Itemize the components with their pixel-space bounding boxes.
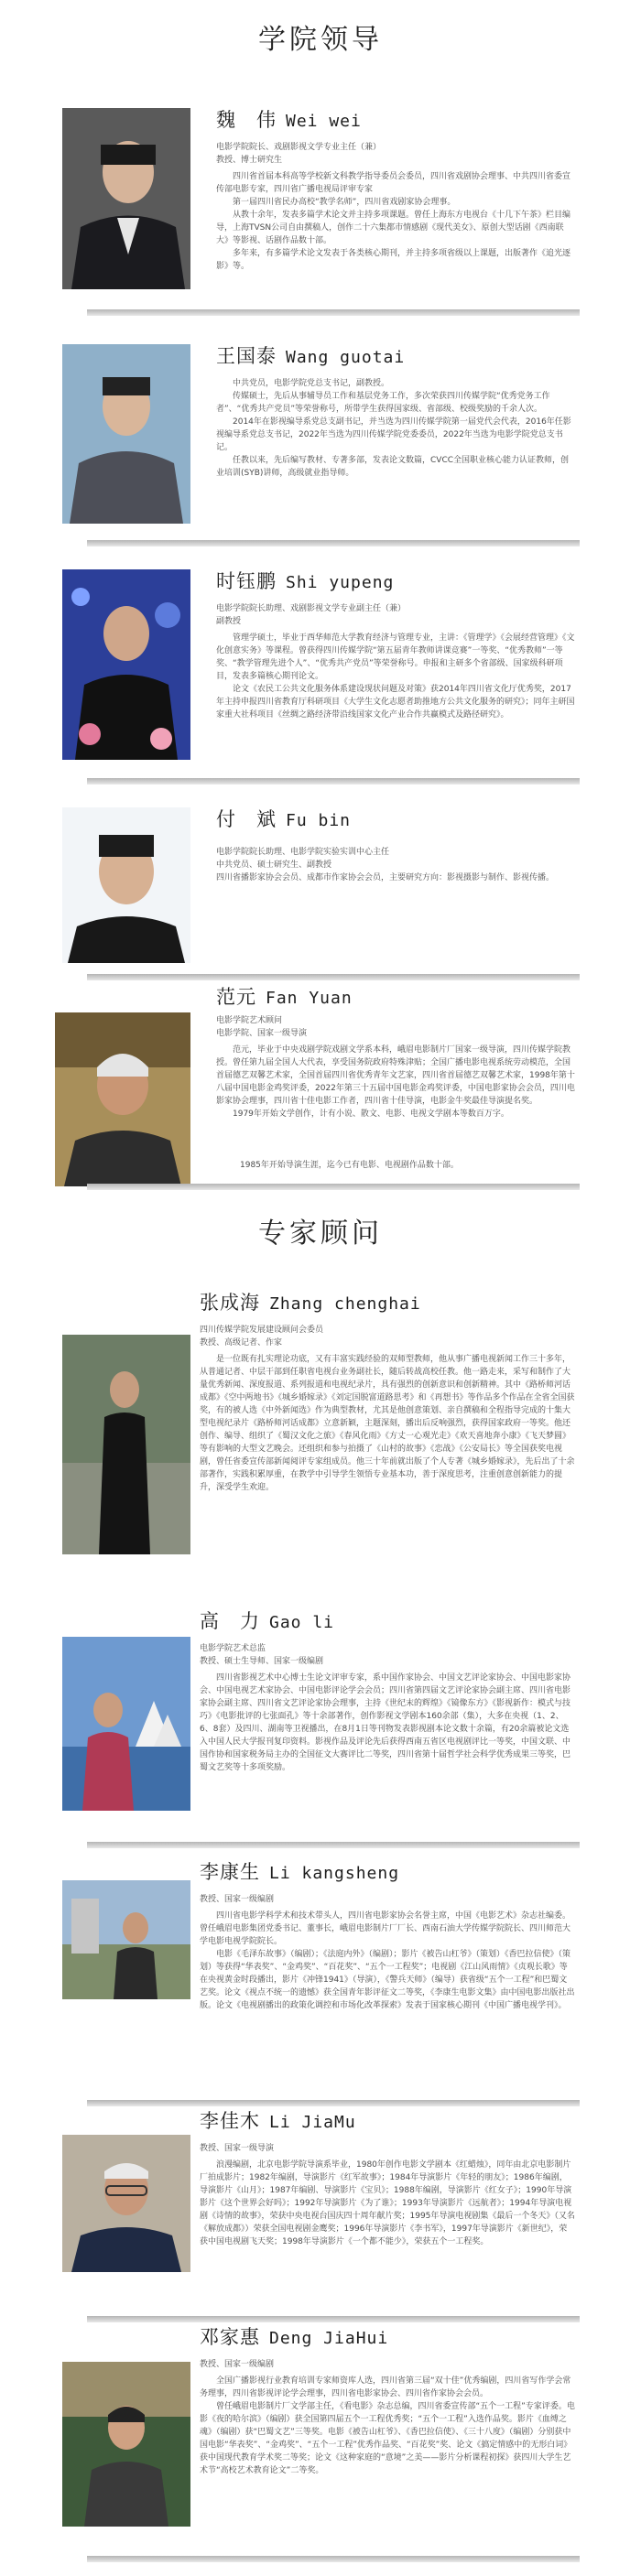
profile-paragraph: 任教以来，先后编写教材、专著多部，发表论文数篇，CVCC全国职业核心能力认证教师，创业培训(SYB)讲师，高级就业指导师。	[216, 456, 570, 478]
profile-name: 高 力 Gao li	[200, 1610, 335, 1632]
profile-paragraph: 从教十余年，发表多篇学术论文并主持多项课题。曾任上海东方电视台《十几下午茶》栏目编导，上海TVSN公司自由撰稿人，创作二十六集都市情感剧《现代美女》、原创大型话剧《西南联大》等影视、话剧作品数十部。	[216, 211, 571, 245]
profile-title-line: 教授、国家一级编剧	[200, 2360, 275, 2369]
profile-title-line: 四川省播影家协会会员、成都市作家协会会员，主要研究方向：影视摄影与制作、影视传播。	[216, 873, 555, 882]
expert-profile-li-jiamu	[62, 2109, 575, 2320]
profile-title-line: 教授、硕士生导师、国家一级编剧	[200, 1657, 324, 1666]
profile-paragraph: 四川省首届本科高等学校新文科教学指导委员会委员，四川省戏剧协会理事、中共四川省委宣传部电影专家，四川省广播电视局评审专家	[216, 172, 571, 194]
profile-paragraph: 曾任峨眉电影制片厂文学部主任，《看电影》杂志总编，四川省委宣传部“五个一工程”专家评委。电影《夜的哈尔滨》（编剧）获全国第四届五个一工程优秀奖；“五个一工程”入选作品奖。影片《血缚之魂》（编剧）获“巴蜀文艺”三等奖。电影《被告山杠爷》、《香巴拉信使》、《三十八度》（编剧）分别获中国电影“华表奖”、“金鸡奖”、“五个一工程”优秀作品奖、“百花奖”奖、论文《搞定情感中的无形白词》获中国现代教育学术奖二等奖；论文《这种家庭的“意境”之美——影片分析课程初探》获四川大学生艺术节“高校艺术教育论文”二等奖。	[200, 2402, 575, 2475]
profile-title-line: 电影学院院长、戏剧影视文学专业主任（兼）	[216, 143, 382, 152]
profile-content	[216, 985, 575, 1120]
profile-name: 付 斌 Fu bin	[216, 808, 352, 830]
profile-title-line: 电影学院院长助理、戏剧影视文学专业副主任（兼）	[216, 604, 407, 613]
portrait-photo	[62, 344, 190, 524]
portrait-photo	[62, 1637, 190, 1811]
profile-paragraph: 1979年开始文学创作，计有小说、散文、电影、电视文学剧本等数百万字。	[233, 1109, 509, 1119]
divider	[87, 309, 580, 316]
expert-profile-li-kangsheng	[62, 1860, 575, 2098]
profile-name: 范元 Fan Yuan	[216, 986, 353, 1008]
divider	[87, 2316, 580, 2322]
profile-paragraph: 多年来，有多篇学术论文发表于各类核心期刊，并主持多项省级以上课题，出版著作《追光逐影》等。	[216, 249, 571, 271]
profile-name: 魏 伟 Wei wei	[216, 109, 362, 131]
profile-title-line: 中共党员、硕士研究生、副教授	[216, 860, 332, 870]
profile-paragraph: 是一位既有扎实理论功底，又有丰富实践经验的双师型教师，他从事广播电视新闻工作三十多年，从普通记者、中层干部到任职省电视台业务副社长，随后转战高校任教。他一路走来，采写和制作了大量优秀新闻、深度报道、系列报道和电视纪录片，具有强烈的创新意识和创新精神。其中《路桥师河话成都》《空中两地书》《城乡婚嫁录》《刘定国脱富道路思考》和《再想书》等作品多个作品在全省全国获奖，有的被人选《中外新闻选》作为典型教材，尤其是他创意策划、亲自撰稿和全程指导完成的十集大型电视纪录片《路桥师河话成都》立意新颖，主题深刻，播出后反响强烈，获得国家政府一等奖。他还创作、编导、组织了《蜀汉文化之旅》《春风化雨》《方丈一心观光走》《欢天喜地奔小康》《飞天梦圆》等有影响的大型文艺晚会。还组织和参与拍摄了《山村的故事》《恋战》《公安局长》等全国获奖电视剧，曾任省委宣传部新闻阅评专家组成员。他三十年前就出版了个人专著《城乡婚嫁录》，先后出了十余部著作，实践积累厚重，在教学中引导学生领悟专业基本功，善于深度思考，注重创意创新能力的提升，深受学生欢迎。	[200, 1355, 575, 1492]
profile-content	[216, 807, 575, 884]
profile-paragraph: 浪漫编剧，北京电影学院导演系毕业，1980年创作电影文学剧本《红蜡烛》，同年由北京电影制片厂拍成影片；1982年编剧，导演影片《红军故事》；1984年导演影片《年轻的朋友》；1986年编剧，导演影片《山月》；1987年编剧、导演影片《宝贝》；1988年编剧，导演影片《红女子》；1990年导演影片《这个世界会好吗》；1992年导演影片《为了谁》；1993年导演影片《远航者》；1994年导演电视剧《诗情的故事》，荣获中央电视台国庆四十周年献片奖；1995年导演电视剧集《最后一个冬天》（又名《解放成都》）荣获全国电视剧金鹰奖；1996年导演影片《李书军》，1997年导演影片《新世纪》，荣获中国电视剧飞天奖；1998年导演影片《一个都不能少》，荣获五个一工程奖。	[200, 2160, 575, 2246]
profile-paragraph: 全国广播影视行业教育培训专家师资库人选，四川省第三届“双十佳”优秀编剧，四川省写作学会常务理事，四川省影视评论学会理事，四川省电影家协会、四川省作家协会会员。	[200, 2376, 571, 2398]
profile-name: 李佳木 Li JiaMu	[200, 2110, 356, 2132]
profile-content	[200, 2109, 575, 2248]
leader-profile-wei-wei	[62, 108, 575, 296]
portrait-photo	[62, 108, 190, 289]
profile-name: 邓家惠 Deng JiaHui	[200, 2326, 389, 2348]
divider	[87, 2556, 580, 2562]
divider	[87, 2100, 580, 2106]
leaders-section-title: 学院领导	[258, 24, 383, 56]
profile-title-line: 四川传媒学院发展建设顾问会委员	[200, 1326, 324, 1335]
profile-paragraph: 第一届四川省民办高校“教学名师”，四川省戏剧家协会理事。	[233, 198, 456, 207]
leader-profile-fu-bin	[62, 807, 575, 954]
profile-paragraph: 四川省电影学科学术和技术带头人，四川省电影家协会名誉主席，中国《电影艺术》杂志社编委。曾任峨眉电影集团党委书记、董事长，峨眉电影制片厂厂长、西南石油大学传媒学院院长、四川师范大学电影电视学院院长。	[200, 1911, 571, 1946]
profile-content	[216, 108, 575, 273]
profile-paragraph: 中共党员，电影学院党总支书记，副教授。	[233, 379, 390, 388]
profile-title-line: 电影学院、国家一级导演	[216, 1029, 308, 1038]
portrait-photo	[62, 2135, 190, 2272]
portrait-photo	[62, 569, 190, 760]
profile-content	[200, 1609, 575, 1774]
profile-title-line: 电影学院艺术总监	[200, 1644, 266, 1653]
divider	[87, 1842, 580, 1848]
profile-title-line: 电影学院院长助理、电影学院实验实训中心主任	[216, 848, 390, 857]
profile-paragraph-final: 1985年开始导演生涯，迄今已有电影、电视剧作品数十部。	[240, 1161, 459, 1170]
profile-paragraph: 论文《农民工公共文化服务体系建设现状问题及对策》获2014年四川省文化厅优秀奖，2017年主持申报四川省教育厅科研项目《大学生文化志愿者助推地方公共文化服务的研究》；同年主研国家重大社科项目《丝绸之路经济带沿线国家文化产业合作共赢模式及路径研究》。	[216, 685, 575, 720]
divider	[87, 540, 580, 547]
profile-paragraph: 管理学硕士，毕业于西华师范大学教育经济与管理专业，主讲：《管理学》《会展经营管理》《文化创意实务》等课程。曾获得四川传媒学院“第五届青年教师讲课竞赛”一等奖、“优秀教师”一等奖、“教学管理先进个人”、“优秀共产党员”等荣誉称号。申报和主研多个省部级、国家级科研项目，发表多篇核心期刊论文。	[216, 633, 575, 681]
divider	[87, 974, 580, 980]
profile-content	[200, 1291, 575, 1494]
portrait-photo	[62, 807, 190, 963]
profile-title-line: 副教授	[216, 617, 242, 626]
expert-profile-gao-li	[62, 1609, 575, 1838]
leader-profile-wang-guotai	[62, 344, 575, 527]
profile-content	[216, 344, 575, 480]
leader-profile-shi-yupeng	[62, 569, 575, 757]
profile-paragraph: 四川省影视艺术中心博士生论文评审专家，系中国作家协会、中国文艺评论家协会、中国电影家协会、中国电视艺术家协会、中国电影评论学会会员；四川省第四届文艺评论家协会副主席、四川省电影家协会副主席、四川省文艺评论家协会理事，主持《世纪末的辉煌》《镜像东方》《影视新作：模式与技巧》《电影批评的七张面孔》等十余部著作，创作影视文学剧本160余部（集），大多在央视（1、2、6、8套）及四川、湖南等卫视播出，在8月1日等刊物发表影视剧本论文数十余篇，有20余篇被论文选入中国人民大学报刊复印资料。影视作品及评论先后获得西南五省区电视剧评比一等奖，中国文联、中国作协和国家税务局主办的全国征文大赛评比二等奖，四川省第十届哲学社会科学优秀成果三等奖，巴蜀文艺奖等十多项奖励。	[200, 1673, 571, 1772]
portrait-photo	[62, 2362, 190, 2527]
expert-profile-deng-jiahui	[62, 2325, 575, 2554]
profile-content	[200, 2325, 575, 2477]
profile-paragraph: 范元，毕业于中央戏剧学院戏剧文学系本科，峨眉电影制片厂国家一级导演，四川传媒学院教授。曾任第九届全国人大代表，享受国务院政府特殊津贴；全国广播电影电视系统劳动模范，全国首届德艺双馨艺术家，全国首届四川省优秀青年文艺家，四川省首届德艺双馨艺术家，1998年第十八届中国电影金鸡奖评委，2022年第三十五届中国电影金鸡奖评委，中国电影家协会会员，四川电影家协会理事，四川省十佳电影工作者，四川省十佳导演，电影金牛奖最佳导演提名奖。	[216, 1045, 575, 1106]
profile-name: 王国泰 Wang guotai	[216, 345, 406, 367]
profile-name: 时钰鹏 Shi yupeng	[216, 570, 395, 592]
profile-title-line: 教授、博士研究生	[216, 156, 283, 165]
profile-paragraph: 2014年在影视编导系党总支副书记，并当选为四川传媒学院第一届党代会代表，2016年任影视编导系党总支书记，2022年当选为四川传媒学院党委委员，2022年当选为电影学院党总支书记。	[216, 417, 571, 452]
profile-content	[200, 1860, 575, 2012]
divider	[87, 778, 580, 785]
portrait-photo	[55, 1012, 190, 1186]
profile-name: 李康生 Li kangsheng	[200, 1861, 400, 1883]
profile-title-line: 教授、国家一级导演	[200, 2144, 275, 2153]
profile-paragraph: 电影《毛泽东故事》（编剧）；《法庭内外》（编剧）；影片《被告山杠爷》（策划）《香巴拉信使》（策划）等获得“华表奖”、“金鸡奖”、“百花奖”、“五个一工程奖”；电视剧《江山风雨情》《贞观长歌》等在央视黄金时段播出，影片《冲锋1941》（导演），《警兵天师》（编导）获省级“五个一工程”和巴蜀文艺奖。论文《视点不统一的遗憾》获全国青年影评征文二等奖，《李康生电影文集》由中国电影出版社出版。论文《电视剧播出的政策化调控和市场化改革探索》发表于国家核心期刊《中国广播电视学刊》。	[200, 1950, 575, 2010]
experts-section-title: 专家顾问	[258, 1218, 383, 1250]
profile-content	[216, 569, 575, 721]
portrait-photo	[62, 1880, 190, 1999]
profile-title-line: 教授、高级记者、作家	[200, 1338, 283, 1348]
profile-title-line: 教授、国家一级编剧	[200, 1895, 275, 1904]
divider	[87, 1184, 580, 1190]
profile-title-line: 电影学院艺术顾问	[216, 1016, 283, 1025]
profile-name: 张成海 Zhang chenghai	[200, 1292, 421, 1314]
profile-paragraph: 传媒硕士，先后从事辅导员工作和基层党务工作，多次荣获四川传媒学院“优秀党务工作者”、“优秀共产党员”等荣誉称号，所带学生获得国家级、省部级、校级奖励的千余人次。	[216, 392, 550, 414]
portrait-photo	[62, 1335, 190, 1554]
expert-profile-zhang-chenghai	[62, 1291, 575, 1584]
